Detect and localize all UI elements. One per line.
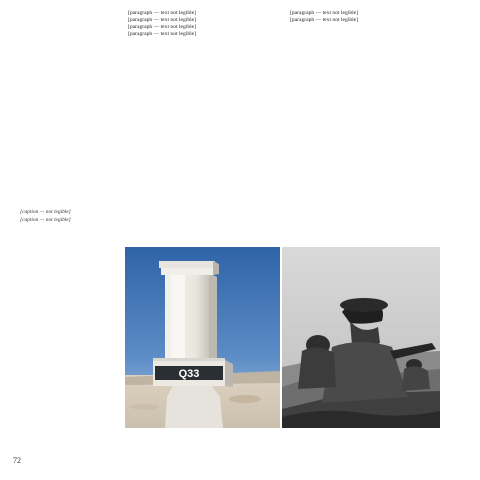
paragraph: [paragraph — text not legible]	[128, 31, 197, 38]
text-column-right	[290, 10, 440, 24]
paragraph: [paragraph — text not legible]	[128, 24, 197, 31]
caption-monument: [caption — not legible]	[20, 209, 71, 215]
paragraph: [paragraph — text not legible]	[290, 17, 359, 24]
paragraph: [paragraph — text not legible]	[290, 10, 359, 16]
soldiers-photo	[282, 247, 440, 428]
photo-captions	[20, 209, 120, 225]
paragraph: [paragraph — text not legible]	[128, 10, 197, 16]
page-number: 72	[13, 456, 21, 465]
soldiers-image	[282, 247, 440, 428]
caption-soldiers: [caption — not legible]	[20, 216, 71, 223]
monument-image	[125, 247, 280, 428]
text-column-left	[128, 10, 278, 38]
monument-photo	[125, 247, 280, 428]
paragraph: [paragraph — text not legible]	[128, 17, 197, 24]
monument-label: Q33	[178, 368, 200, 380]
